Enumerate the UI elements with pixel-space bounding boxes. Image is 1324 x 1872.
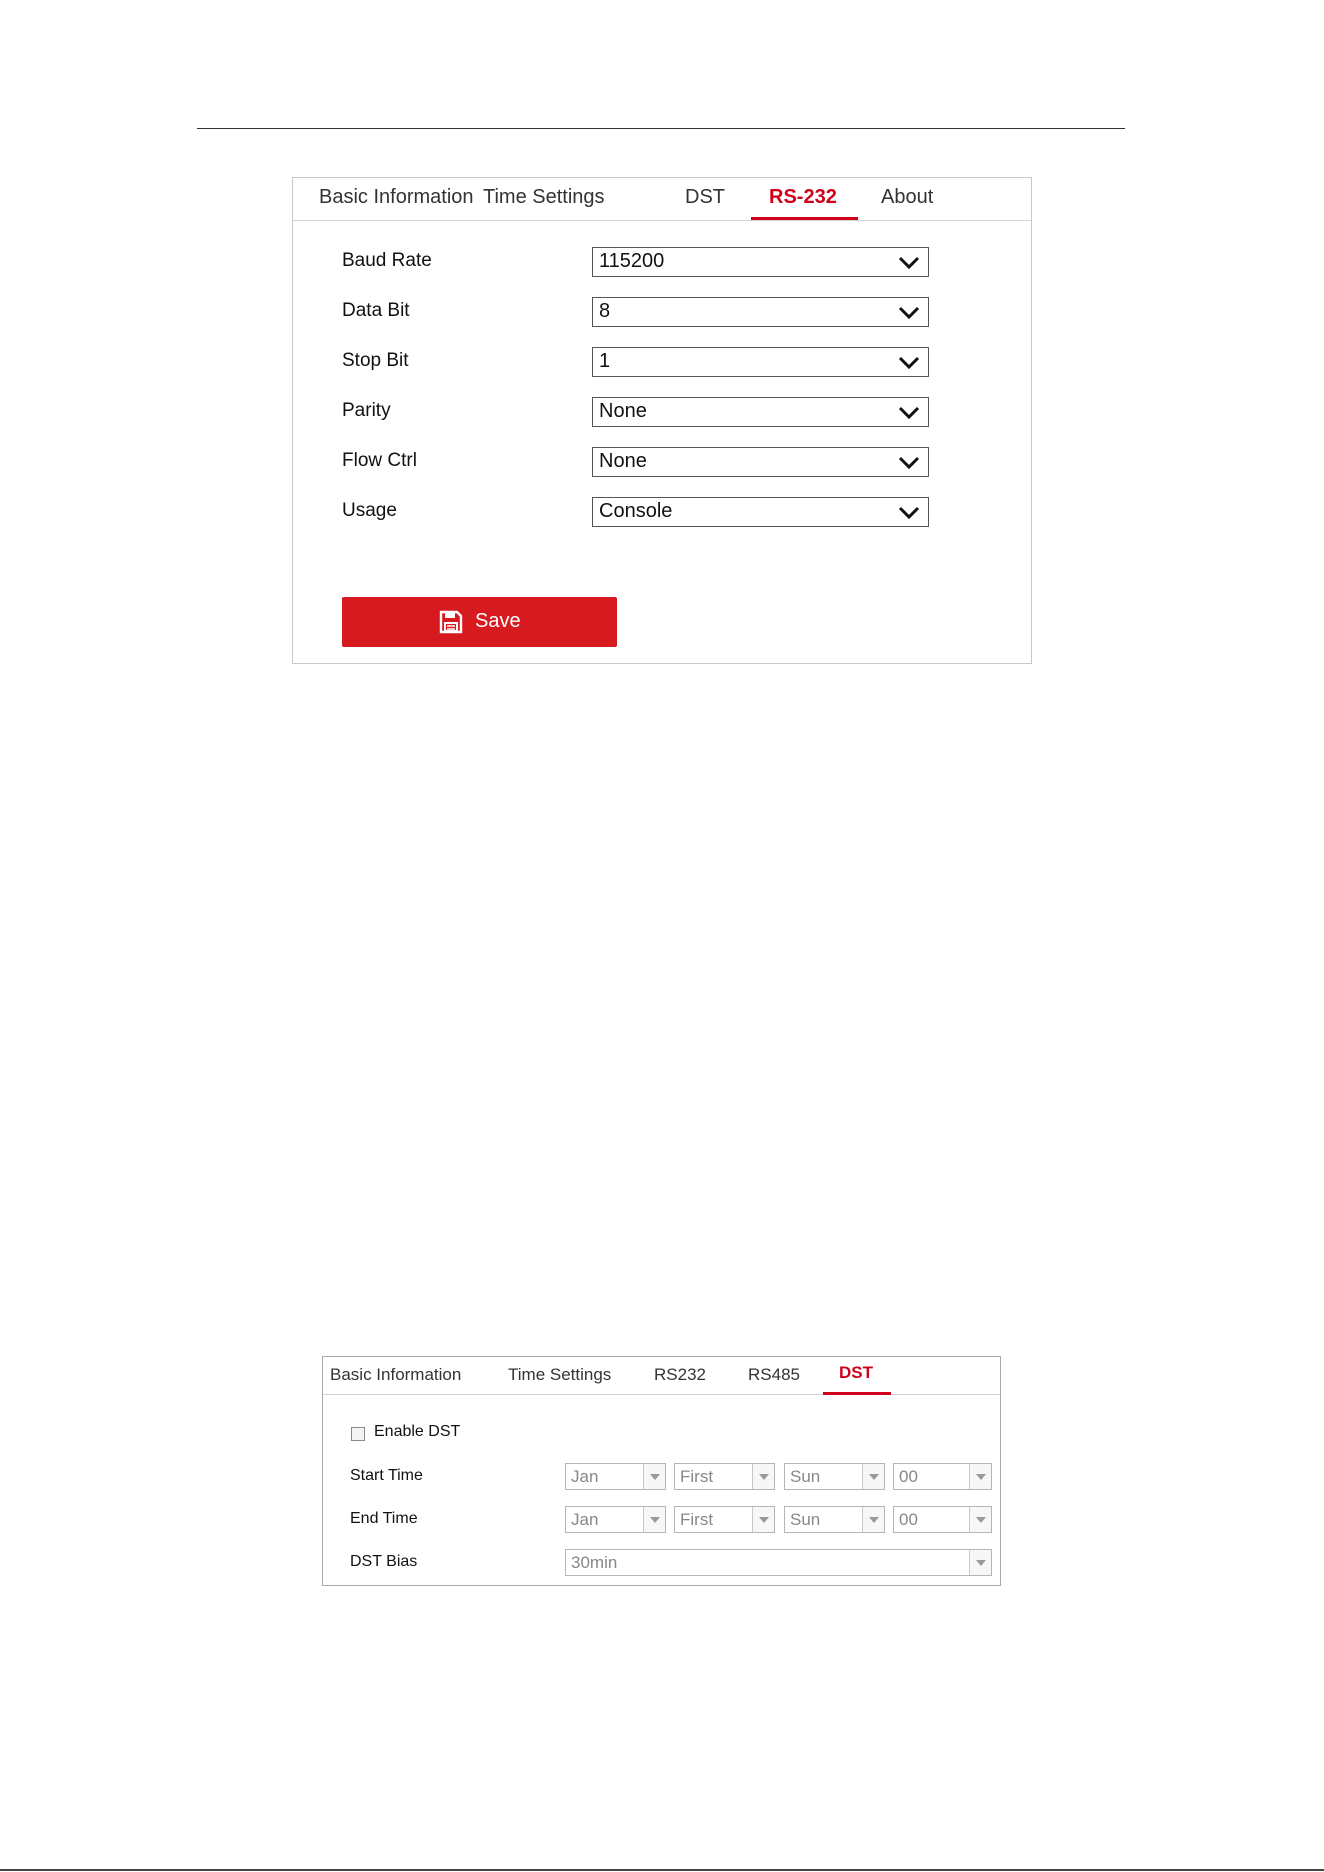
data-bit-select[interactable] [592,297,929,327]
chevron-down-icon [898,506,920,520]
usage-value: Console [599,500,673,522]
dropdown-arrow [969,1464,991,1489]
tab-about[interactable]: About [881,186,934,208]
active-tab-indicator [751,217,858,220]
tab-rs232[interactable]: RS232 [654,1365,706,1384]
data-bit-value: 8 [599,300,611,322]
tab-time-settings[interactable]: Time Settings [483,186,605,208]
start-day-value: Sun [790,1467,821,1486]
baud-rate-select[interactable] [592,247,929,277]
parity-value: None [599,400,647,422]
dropdown-arrow [752,1464,774,1489]
stop-bit-select[interactable] [592,347,929,377]
rs232-settings-panel [292,177,1032,664]
stop-bit-label: Stop Bit [342,350,409,371]
page-footer-rule [0,1869,1324,1871]
end-month-select[interactable] [565,1506,666,1533]
usage-label: Usage [342,500,397,521]
tab-dst[interactable]: DST [685,186,725,208]
tab-basic-information[interactable]: Basic Information [319,186,474,208]
dst-bias-value: 30min [571,1553,618,1572]
dropdown-arrow [862,1464,884,1489]
tab-rs485[interactable]: RS485 [748,1365,800,1384]
end-week-value: First [680,1510,714,1529]
chevron-down-icon [976,1474,986,1480]
dropdown-arrow [862,1507,884,1532]
chevron-down-icon [898,356,920,370]
enable-dst-label: Enable DST [374,1423,461,1440]
chevron-down-icon [650,1517,660,1523]
tab-time-settings[interactable]: Time Settings [508,1365,612,1384]
chevron-down-icon [869,1474,879,1480]
end-time-label: End Time [350,1510,418,1527]
flow-ctrl-value: None [599,450,647,472]
end-month-value: Jan [571,1510,599,1529]
chevron-down-icon [898,456,920,470]
baud-rate-value: 115200 [599,250,665,272]
save-button-label: Save [475,610,521,632]
page-header-rule [197,128,1125,129]
dst-tab-bar [323,1357,1000,1395]
start-month-select[interactable] [565,1463,666,1490]
chevron-down-icon [898,406,920,420]
usage-select[interactable] [592,497,929,527]
end-week-select[interactable] [674,1506,775,1533]
dropdown-arrow [643,1464,665,1489]
dropdown-arrow [643,1507,665,1532]
start-day-select[interactable] [784,1463,885,1490]
dropdown-arrow [969,1550,991,1575]
chevron-down-icon [869,1517,879,1523]
chevron-down-icon [898,306,920,320]
rs232-tab-bar [293,178,1031,221]
chevron-down-icon [759,1474,769,1480]
dst-bias-label: DST Bias [350,1553,418,1570]
chevron-down-icon [759,1517,769,1523]
end-day-select[interactable] [784,1506,885,1533]
active-tab-indicator [823,1392,891,1395]
flow-ctrl-label: Flow Ctrl [342,450,417,471]
data-bit-label: Data Bit [342,300,410,321]
dropdown-arrow [969,1507,991,1532]
dst-settings-panel [322,1356,1001,1586]
end-hour-value: 00 [899,1510,918,1529]
stop-bit-value: 1 [599,350,611,372]
start-time-label: Start Time [350,1467,423,1484]
baud-rate-label: Baud Rate [342,250,432,271]
start-hour-value: 00 [899,1467,918,1486]
save-button[interactable] [342,597,617,647]
chevron-down-icon [898,256,920,270]
chevron-down-icon [976,1560,986,1566]
tab-rs-232[interactable]: RS-232 [769,186,837,208]
start-hour-select[interactable] [893,1463,992,1490]
parity-select[interactable] [592,397,929,427]
tab-basic-information[interactable]: Basic Information [330,1365,462,1384]
end-hour-select[interactable] [893,1506,992,1533]
start-week-value: First [680,1467,714,1486]
tab-dst[interactable]: DST [839,1363,873,1382]
enable-dst-checkbox[interactable] [351,1427,365,1441]
flow-ctrl-select[interactable] [592,447,929,477]
start-week-select[interactable] [674,1463,775,1490]
parity-label: Parity [342,400,391,421]
start-month-value: Jan [571,1467,599,1486]
floppy-disk-icon [439,610,463,634]
chevron-down-icon [976,1517,986,1523]
chevron-down-icon [650,1474,660,1480]
dropdown-arrow [752,1507,774,1532]
dst-bias-select[interactable] [565,1549,992,1576]
end-day-value: Sun [790,1510,821,1529]
